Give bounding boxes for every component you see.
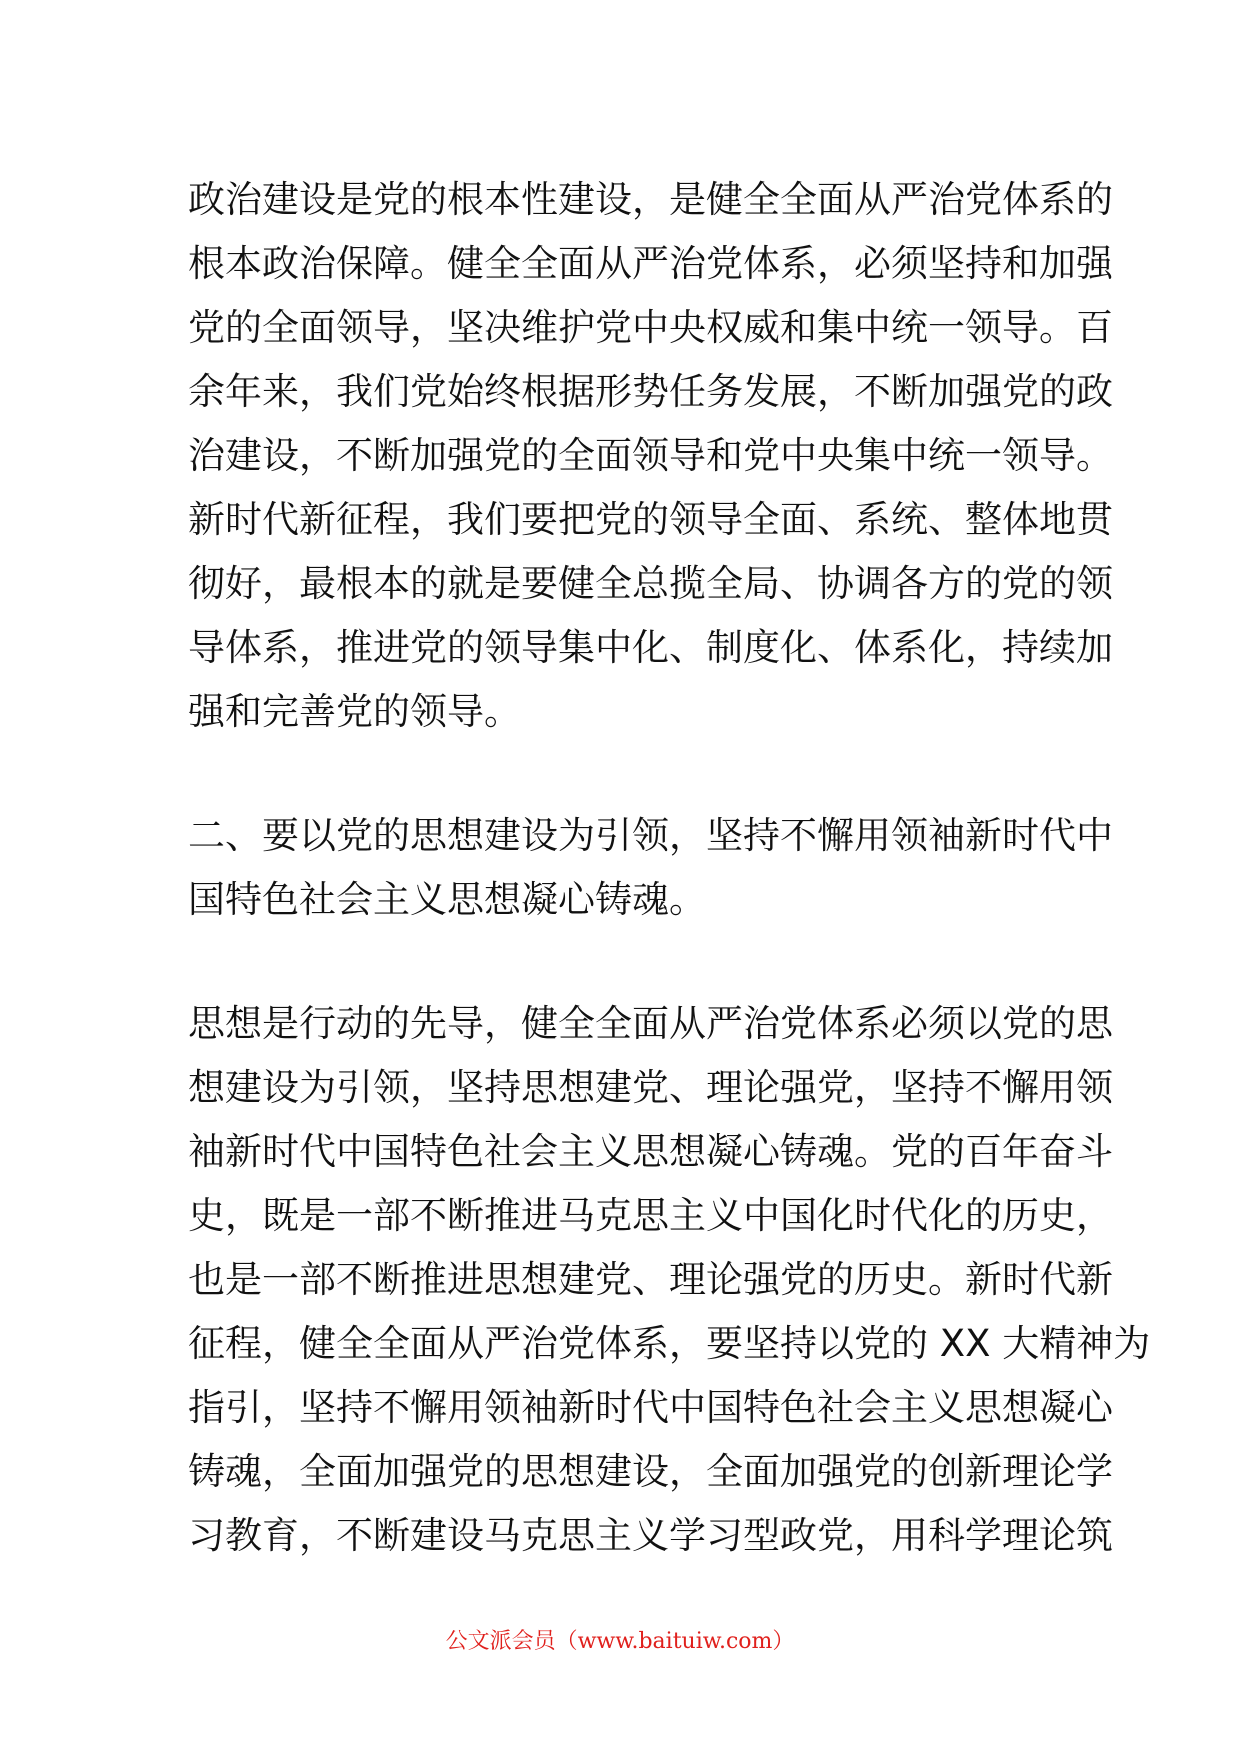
- text-line: 铸魂，全面加强党的思想建设，全面加强党的创新理论学: [188, 1450, 1113, 1493]
- text-line: 余年来，我们党始终根据形势任务发展，不断加强党的政: [188, 370, 1113, 413]
- text-line: 也是一部不断推进思想建党、理论强党的历史。新时代新: [188, 1258, 1113, 1301]
- paragraph-political-construction: [188, 168, 1113, 744]
- text-line: 治建设，不断加强党的全面领导和党中央集中统一领导。: [188, 434, 1113, 477]
- text-line: 思想是行动的先导，健全全面从严治党体系必须以党的思: [188, 1002, 1113, 1045]
- heading-line: 国特色社会主义思想凝心铸魂。: [188, 878, 706, 921]
- text-line: 彻好，最根本的就是要健全总揽全局、协调各方的党的领: [188, 562, 1113, 605]
- paragraph-gap: [188, 744, 1068, 804]
- paragraph-gap: [188, 932, 1068, 992]
- text-line: 史，既是一部不断推进马克思主义中国化时代化的历史，: [188, 1194, 1113, 1237]
- text-line: 指引，坚持不懈用领袖新时代中国特色社会主义思想凝心: [188, 1386, 1113, 1429]
- text-line: 想建设为引领，坚持思想建党、理论强党，坚持不懈用领: [188, 1066, 1113, 1109]
- text-line: 根本政治保障。健全全面从严治党体系，必须坚持和加强: [188, 242, 1113, 285]
- text-line: 征程，健全全面从严治党体系，要坚持以党的 XX 大精神为: [188, 1322, 1151, 1365]
- text-line: 新时代新征程，我们要把党的领导全面、系统、整体地贯: [188, 498, 1113, 541]
- heading-line: 二、要以党的思想建设为引领，坚持不懈用领袖新时代中: [188, 814, 1113, 857]
- text-line: 袖新时代中国特色社会主义思想凝心铸魂。党的百年奋斗: [188, 1130, 1113, 1173]
- text-line: 导体系，推进党的领导集中化、制度化、体系化，持续加: [188, 626, 1113, 669]
- document-body: [188, 168, 1151, 1568]
- text-line: 党的全面领导，坚决维护党中央权威和集中统一领导。百: [188, 306, 1113, 349]
- text-line: 习教育，不断建设马克思主义学习型政党，用科学理论筑: [188, 1514, 1113, 1557]
- footer-watermark: 公文派会员（www.baituiw.com）: [445, 1629, 795, 1654]
- text-line: 政治建设是党的根本性建设，是健全全面从严治党体系的: [188, 178, 1113, 221]
- section-heading-2: [188, 804, 1113, 932]
- text-line: 强和完善党的领导。: [188, 690, 521, 733]
- paragraph-ideological-construction: [188, 992, 1151, 1568]
